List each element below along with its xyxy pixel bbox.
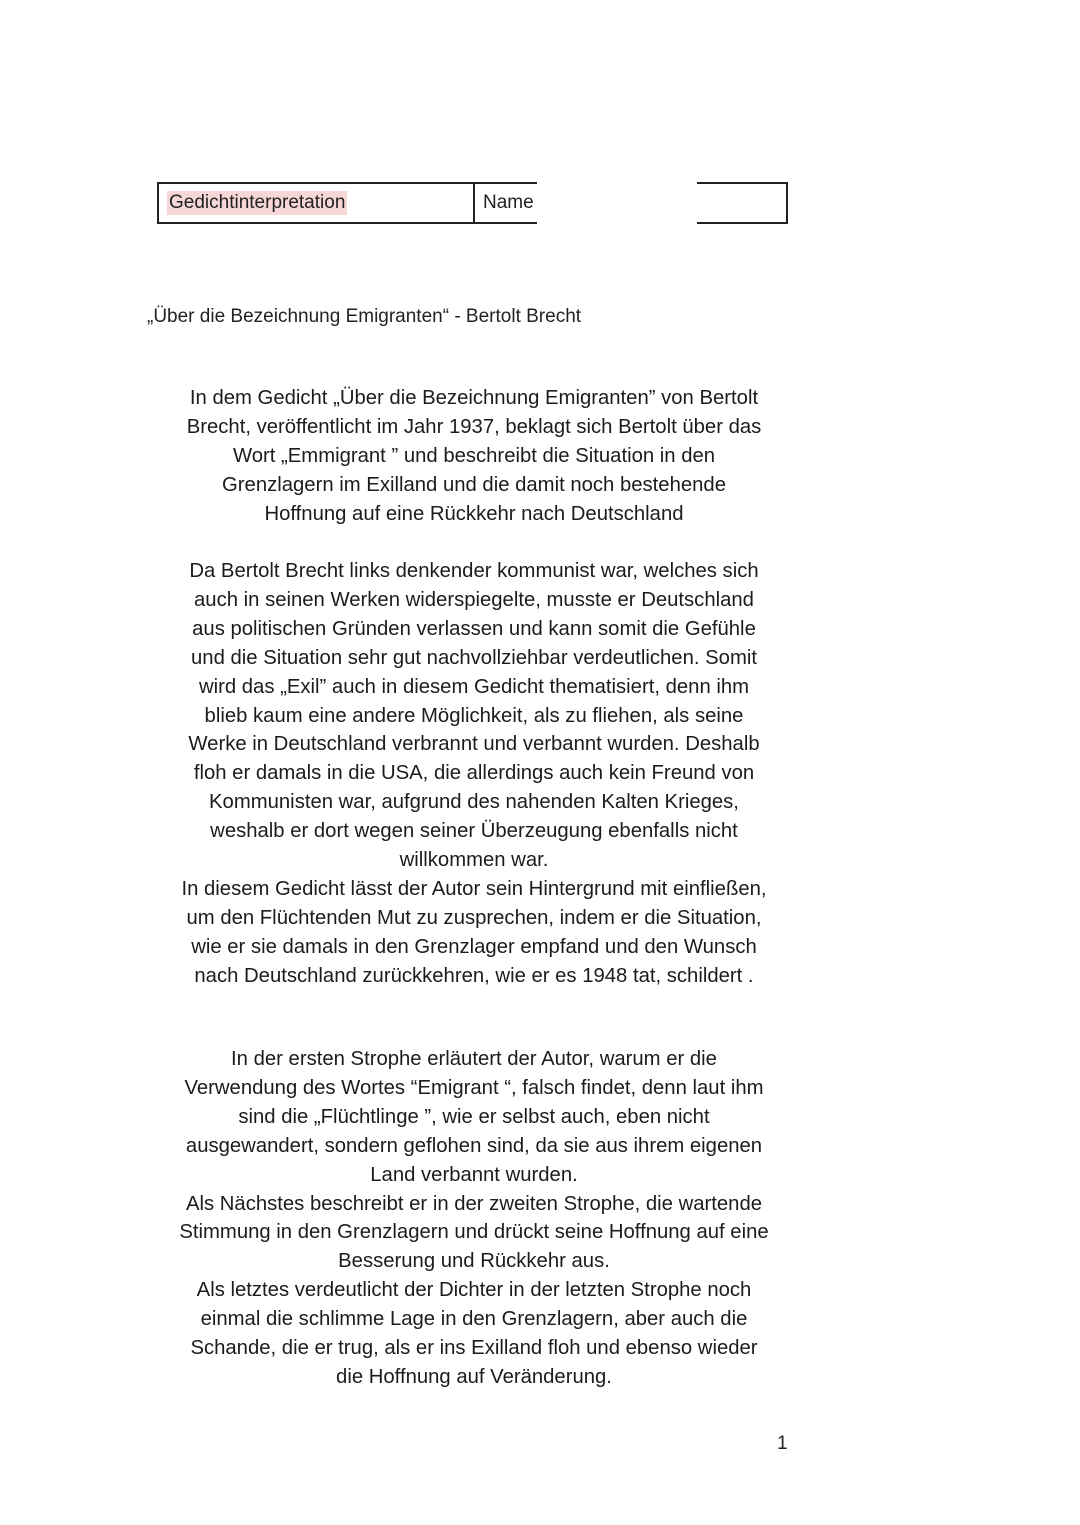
text-line: und die Situation sehr gut nachvollziehbar verdeutlichen. Somit <box>191 646 757 669</box>
title-cell <box>159 184 475 222</box>
text-line: Werke in Deutschland verbrannt und verbannt wurden. Deshalb <box>188 733 760 756</box>
text-line: Grenzlagern im Exilland und die damit noch bestehende <box>222 473 726 496</box>
text-line: Stimmung in den Grenzlagern und drückt seine Hoffnung auf eine <box>179 1221 769 1244</box>
text-line: Besserung und Rückkehr aus. <box>338 1250 610 1273</box>
text-line: Schande, die er trug, als er ins Exilland floh und ebenso wieder <box>190 1337 758 1360</box>
text-line: weshalb er dort wegen seiner Überzeugung ebenfalls nicht <box>210 820 738 843</box>
poem-heading: „Über die Bezeichnung Emigranten“ - Bertolt Brecht <box>147 306 582 327</box>
text-line: einmal die schlimme Lage in den Grenzlagern, aber auch die <box>200 1308 748 1331</box>
text-line: In diesem Gedicht lässt der Autor sein Hintergrund mit einfließen, <box>181 877 767 900</box>
paragraph-background <box>150 557 798 991</box>
text-line: Brecht, veröffentlicht im Jahr 1937, beklagt sich Bertolt über das <box>186 415 762 438</box>
text-line: nach Deutschland zurückkehren, wie er es 1948 tat, schildert . <box>194 964 754 987</box>
text-line: wird das „Exil” auch in diesem Gedicht thematisiert, denn ihm <box>198 675 750 698</box>
text-line: In der ersten Strophe erläutert der Autor, warum er die <box>231 1048 717 1070</box>
paragraph-strophes <box>150 1045 798 1392</box>
name-cell <box>475 184 786 222</box>
text-line: die Hoffnung auf Veränderung. <box>336 1365 612 1388</box>
document-title: Gedichtinterpretation <box>169 192 346 213</box>
text-line: willkommen war. <box>399 849 549 872</box>
text-line: aus politischen Gründen verlassen und kann somit die Gefühle <box>192 617 756 640</box>
text-line: Hoffnung auf eine Rückkehr nach Deutschland <box>264 502 684 525</box>
name-redaction <box>537 182 697 224</box>
text-line: floh er damals in die USA, die allerdings auch kein Freund von <box>193 762 755 785</box>
text-line: Kommunisten war, aufgrund des nahenden Kalten Krieges, <box>209 791 739 814</box>
text-line: In dem Gedicht „Über die Bezeichnung Emigranten” von Bertolt <box>189 387 759 409</box>
page-number: 1 <box>777 1433 788 1454</box>
text-line: Als Nächstes beschreibt er in der zweiten Strophe, die wartende <box>185 1192 763 1215</box>
text-line: um den Flüchtenden Mut zu zusprechen, indem er die Situation, <box>186 906 762 929</box>
text-line: wie er sie damals in den Grenzlager empfand und den Wunsch <box>191 935 757 958</box>
text-line: sind die „Flüchtlinge ”, wie er selbst auch, eben nicht <box>238 1105 710 1128</box>
header-table <box>157 182 788 224</box>
text-line: Als letztes verdeutlicht der Dichter in der letzten Strophe noch <box>196 1279 752 1302</box>
text-line: Verwendung des Wortes “Emigrant “, falsch findet, denn laut ihm <box>184 1076 764 1099</box>
text-line: Wort „Emmigrant ” und beschreibt die Situation in den <box>232 444 716 467</box>
name-label: Name <box>483 192 534 213</box>
text-line: blieb kaum eine andere Möglichkeit, als zu fliehen, als seine <box>204 704 744 727</box>
text-line: Land verbannt wurden. <box>370 1163 578 1186</box>
text-line: auch in seinen Werken widerspiegelte, musste er Deutschland <box>194 588 754 611</box>
text-line: ausgewandert, sondern geflohen sind, da sie aus ihrem eigenen <box>185 1134 763 1157</box>
text-line: Da Bertolt Brecht links denkender kommunist war, welches sich <box>189 560 759 582</box>
paragraph-introduction <box>150 384 798 529</box>
